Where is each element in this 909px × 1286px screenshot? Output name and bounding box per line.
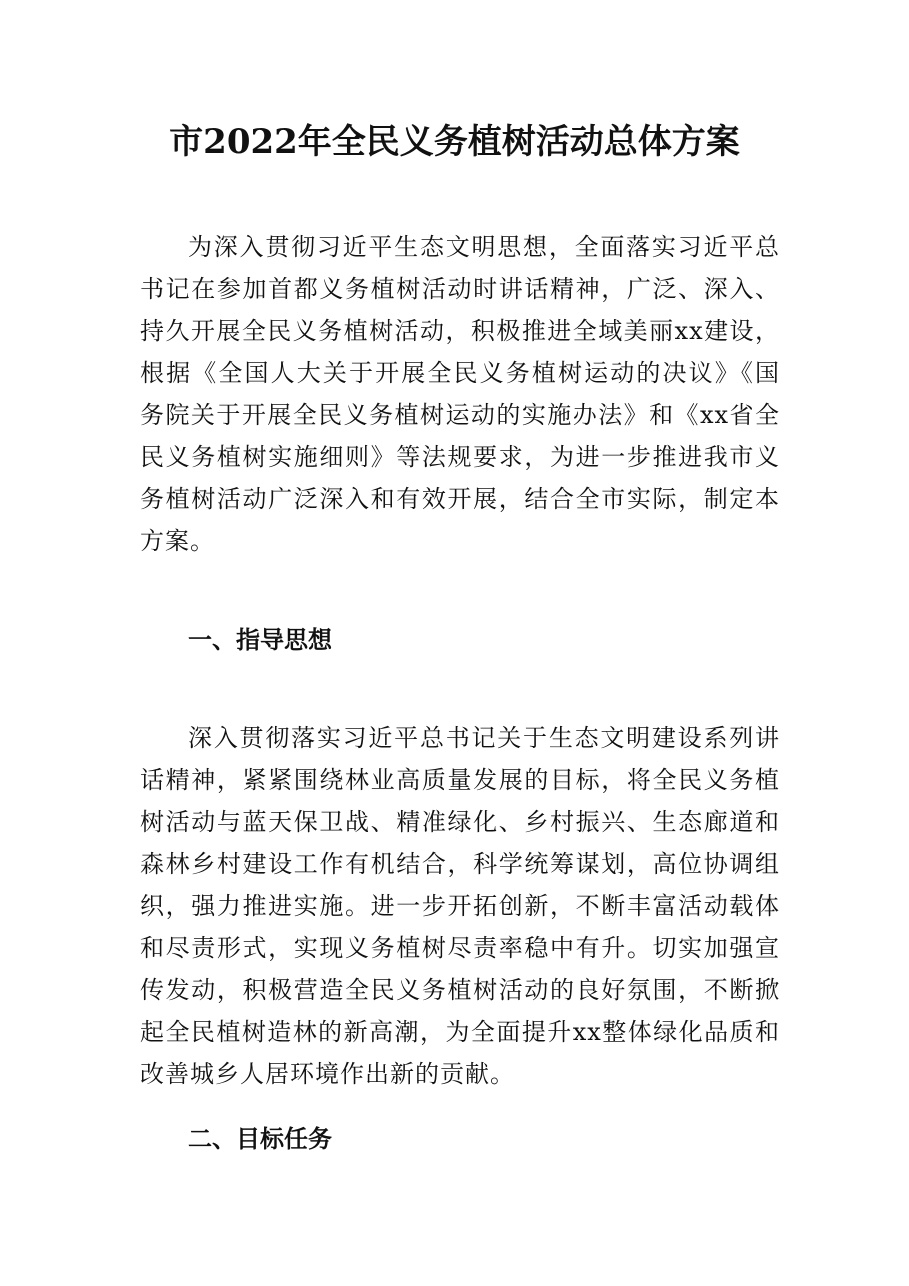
guiding-ideology-paragraph (140, 717, 780, 1095)
document-title: 市2022年全民义务植树活动总体方案 (169, 122, 740, 162)
paragraph-line: 根据《全国人大关于开展全民义务植树运动的决议》《国 (140, 359, 780, 387)
paragraph-line: 方案。 (140, 527, 215, 555)
paragraph-line: 务植树活动广泛深入和有效开展，结合全市实际，制定本 (140, 485, 780, 513)
section-heading-guiding-ideology: 一、指导思想 (188, 626, 332, 654)
paragraph-line: 和尽责形式，实现义务植树尽责率稳中有升。切实加强宣 (140, 934, 780, 962)
paragraph-line: 务院关于开展全民义务植树运动的实施办法》和《xx省全 (140, 401, 780, 429)
paragraph-line: 树活动与蓝天保卫战、精准绿化、乡村振兴、生态廊道和 (140, 808, 780, 836)
paragraph-line: 起全民植树造林的新高潮，为全面提升xx整体绿化品质和 (140, 1018, 780, 1046)
paragraph-line: 森林乡村建设工作有机结合，科学统筹谋划，高位协调组 (140, 850, 780, 878)
paragraph-line: 为深入贯彻习近平生态文明思想，全面落实习近平总 (188, 233, 780, 261)
intro-paragraph (140, 226, 780, 562)
paragraph-line: 持久开展全民义务植树活动，积极推进全域美丽xx建设， (140, 317, 780, 345)
paragraph-line: 话精神，紧紧围绕林业高质量发展的目标，将全民义务植 (140, 766, 780, 794)
paragraph-line: 传发动，积极营造全民义务植树活动的良好氛围，不断掀 (140, 976, 780, 1004)
paragraph-line: 深入贯彻落实习近平总书记关于生态文明建设系列讲 (188, 724, 780, 752)
paragraph-line: 织，强力推进实施。进一步开拓创新，不断丰富活动载体 (140, 892, 780, 920)
section-heading-goals-tasks: 二、目标任务 (188, 1125, 332, 1153)
paragraph-line: 书记在参加首都义务植树活动时讲话精神，广泛、深入、 (140, 275, 780, 303)
paragraph-line: 改善城乡人居环境作出新的贡献。 (140, 1060, 515, 1088)
paragraph-line: 民义务植树实施细则》等法规要求，为进一步推进我市义 (140, 443, 780, 471)
